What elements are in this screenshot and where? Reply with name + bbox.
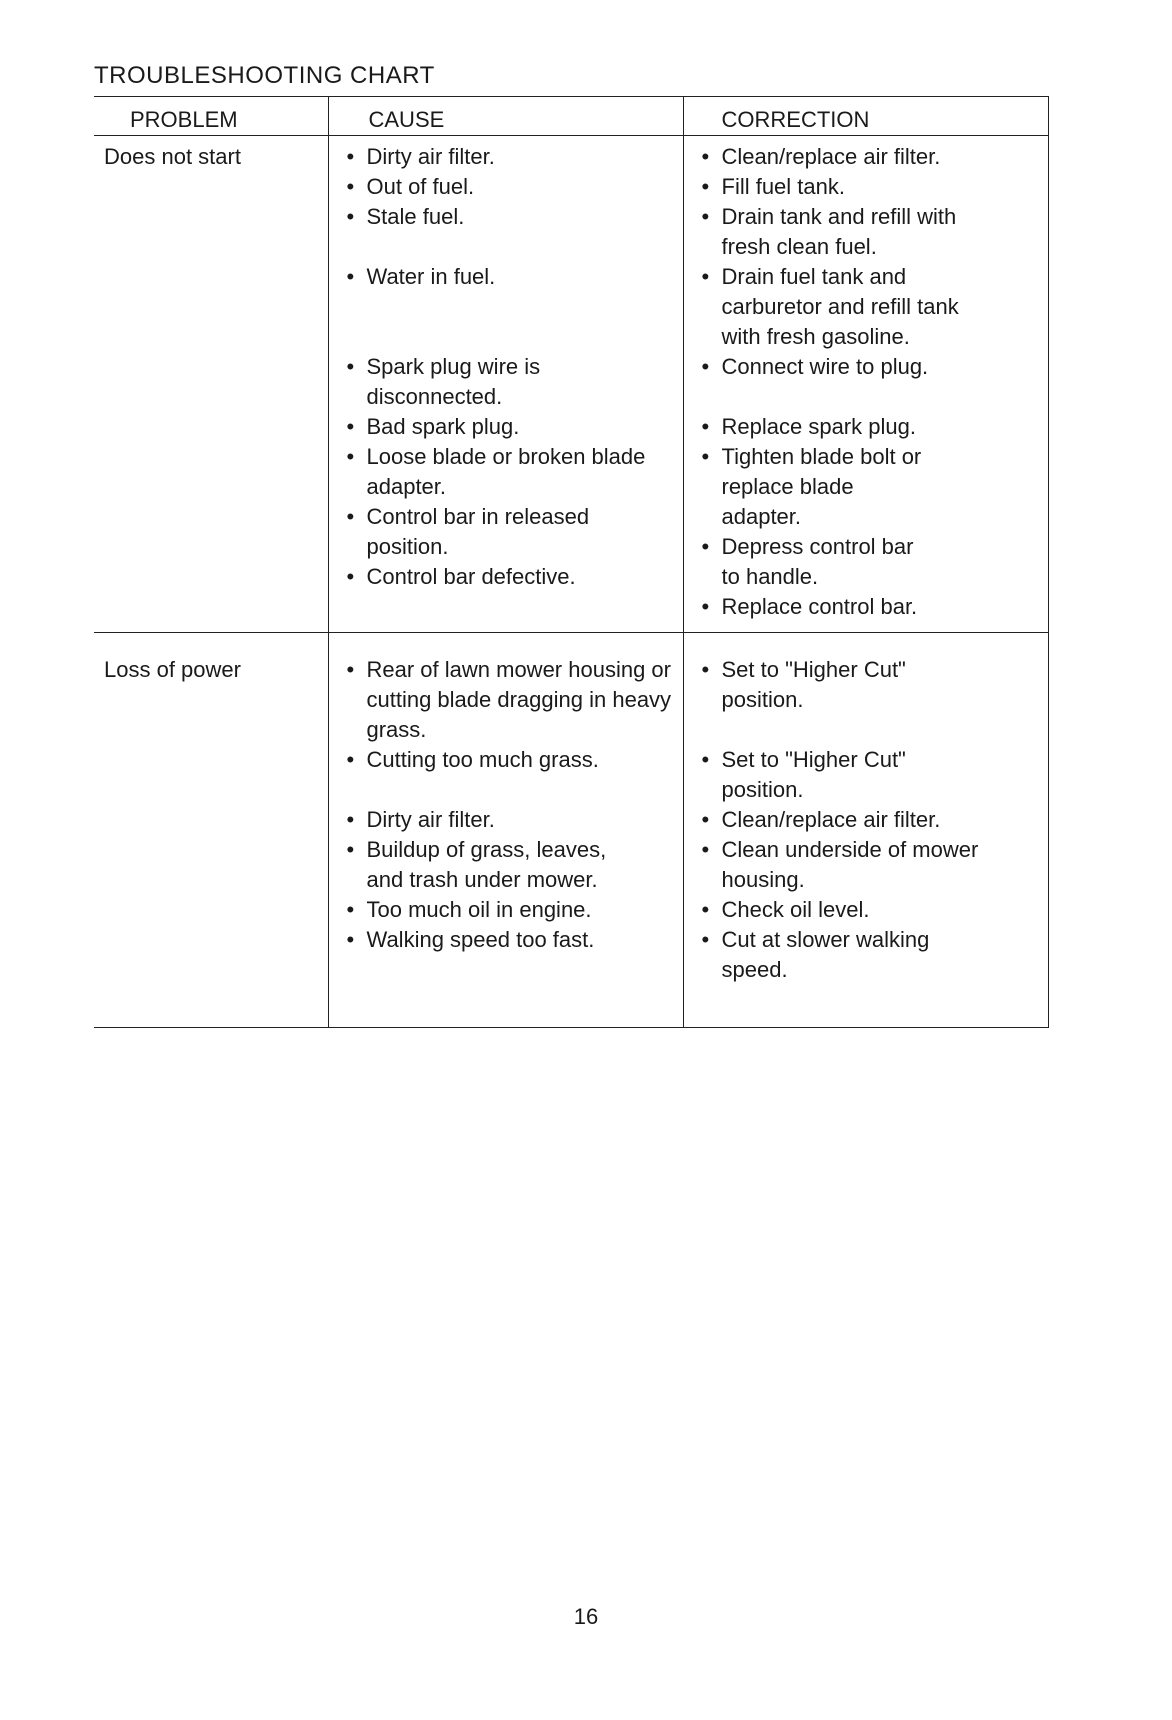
cause-item: • Spark plug wire is disconnected. [346, 354, 541, 409]
bullet-icon: • [701, 747, 710, 772]
bullet-icon: • [346, 564, 355, 589]
bullet-icon: • [346, 504, 355, 529]
cause-item: • Too much oil in engine. [329, 895, 683, 925]
bullet-icon: • [346, 354, 355, 379]
correction-item: • Depress control bar to handle. [701, 534, 914, 589]
bullet-icon: • [701, 594, 710, 619]
cause-item: • Out of fuel. [329, 172, 683, 202]
bullet-icon: • [346, 747, 355, 772]
bullet-icon: • [346, 657, 355, 682]
bullet-icon: • [701, 897, 710, 922]
bullet-icon: • [701, 204, 710, 229]
correction-item: • Replace control bar. [684, 592, 1048, 622]
bullet-icon: • [701, 657, 710, 682]
table-header-row [94, 97, 1048, 136]
bullet-icon: • [701, 927, 710, 952]
bullet-icon: • [346, 927, 355, 952]
correction-item: • Clean/replace air filter. [684, 805, 1048, 835]
bullet-icon: • [346, 264, 355, 289]
bullet-icon: • [701, 414, 710, 439]
correction-cell [683, 633, 1048, 1028]
correction-item: • Drain tank and refill with fresh clean fuel. [701, 204, 957, 259]
bullet-icon: • [346, 897, 355, 922]
correction-cell [683, 136, 1048, 633]
header-correction: CORRECTION [683, 97, 1048, 136]
cause-item: • Buildup of grass, leaves, and trash under mower. [346, 837, 607, 892]
bullet-icon: • [701, 444, 710, 469]
correction-item: • Clean/replace air filter. [684, 142, 1048, 172]
page-number: 16 [573, 1604, 599, 1629]
bullet-icon: • [701, 264, 710, 289]
bullet-icon: • [701, 174, 710, 199]
correction-item: • Drain fuel tank and carburetor and refill tank with fresh gasoline. [701, 264, 959, 349]
correction-item: • Set to "Higher Cut" position. [701, 747, 906, 802]
bullet-icon: • [346, 144, 355, 169]
correction-item: • Cut at slower walking speed. [701, 927, 930, 982]
cause-item: • Control bar defective. [329, 562, 683, 592]
cause-item: • Rear of lawn mower housing or cutting blade dragging in heavy grass. [346, 657, 672, 742]
table-row [94, 633, 1048, 1028]
bullet-icon: • [701, 807, 710, 832]
correction-item: • Check oil level. [684, 895, 1048, 925]
correction-item: • Tighten blade bolt or replace blade adapter. [701, 444, 922, 529]
cause-item: • Cutting too much grass. [329, 745, 683, 775]
cause-cell [328, 633, 683, 1028]
correction-item: • Connect wire to plug. [684, 352, 1048, 382]
cause-item: • Bad spark plug. [329, 412, 683, 442]
header-problem: PROBLEM [94, 97, 328, 136]
bullet-icon: • [346, 444, 355, 469]
troubleshooting-table [94, 96, 1049, 1028]
header-cause: CAUSE [328, 97, 683, 136]
cause-cell [328, 136, 683, 633]
bullet-icon: • [701, 354, 710, 379]
bullet-icon: • [701, 837, 710, 862]
cause-item: • Water in fuel. [329, 262, 683, 292]
document-title: TROUBLESHOOTING CHART [94, 62, 435, 89]
problem-cell: Does not start [94, 136, 328, 633]
correction-item: • Replace spark plug. [684, 412, 1048, 442]
cause-item: • Walking speed too fast. [329, 925, 683, 955]
cause-item: • Stale fuel. [329, 202, 683, 232]
bullet-icon: • [346, 414, 355, 439]
cause-item: • Dirty air filter. [329, 805, 683, 835]
cause-item: • Control bar in released position. [346, 504, 590, 559]
bullet-icon: • [346, 807, 355, 832]
problem-cell: Loss of power [94, 633, 328, 1028]
correction-item: • Set to "Higher Cut" position. [701, 657, 906, 712]
correction-item: • Fill fuel tank. [684, 172, 1048, 202]
bullet-icon: • [346, 204, 355, 229]
correction-item: • Clean underside of mower housing. [701, 837, 979, 892]
table-row [94, 136, 1048, 633]
cause-item: • Loose blade or broken blade adapter. [346, 444, 646, 499]
bullet-icon: • [346, 174, 355, 199]
cause-item: • Dirty air filter. [329, 142, 683, 172]
bullet-icon: • [701, 144, 710, 169]
bullet-icon: • [346, 837, 355, 862]
bullet-icon: • [701, 534, 710, 559]
